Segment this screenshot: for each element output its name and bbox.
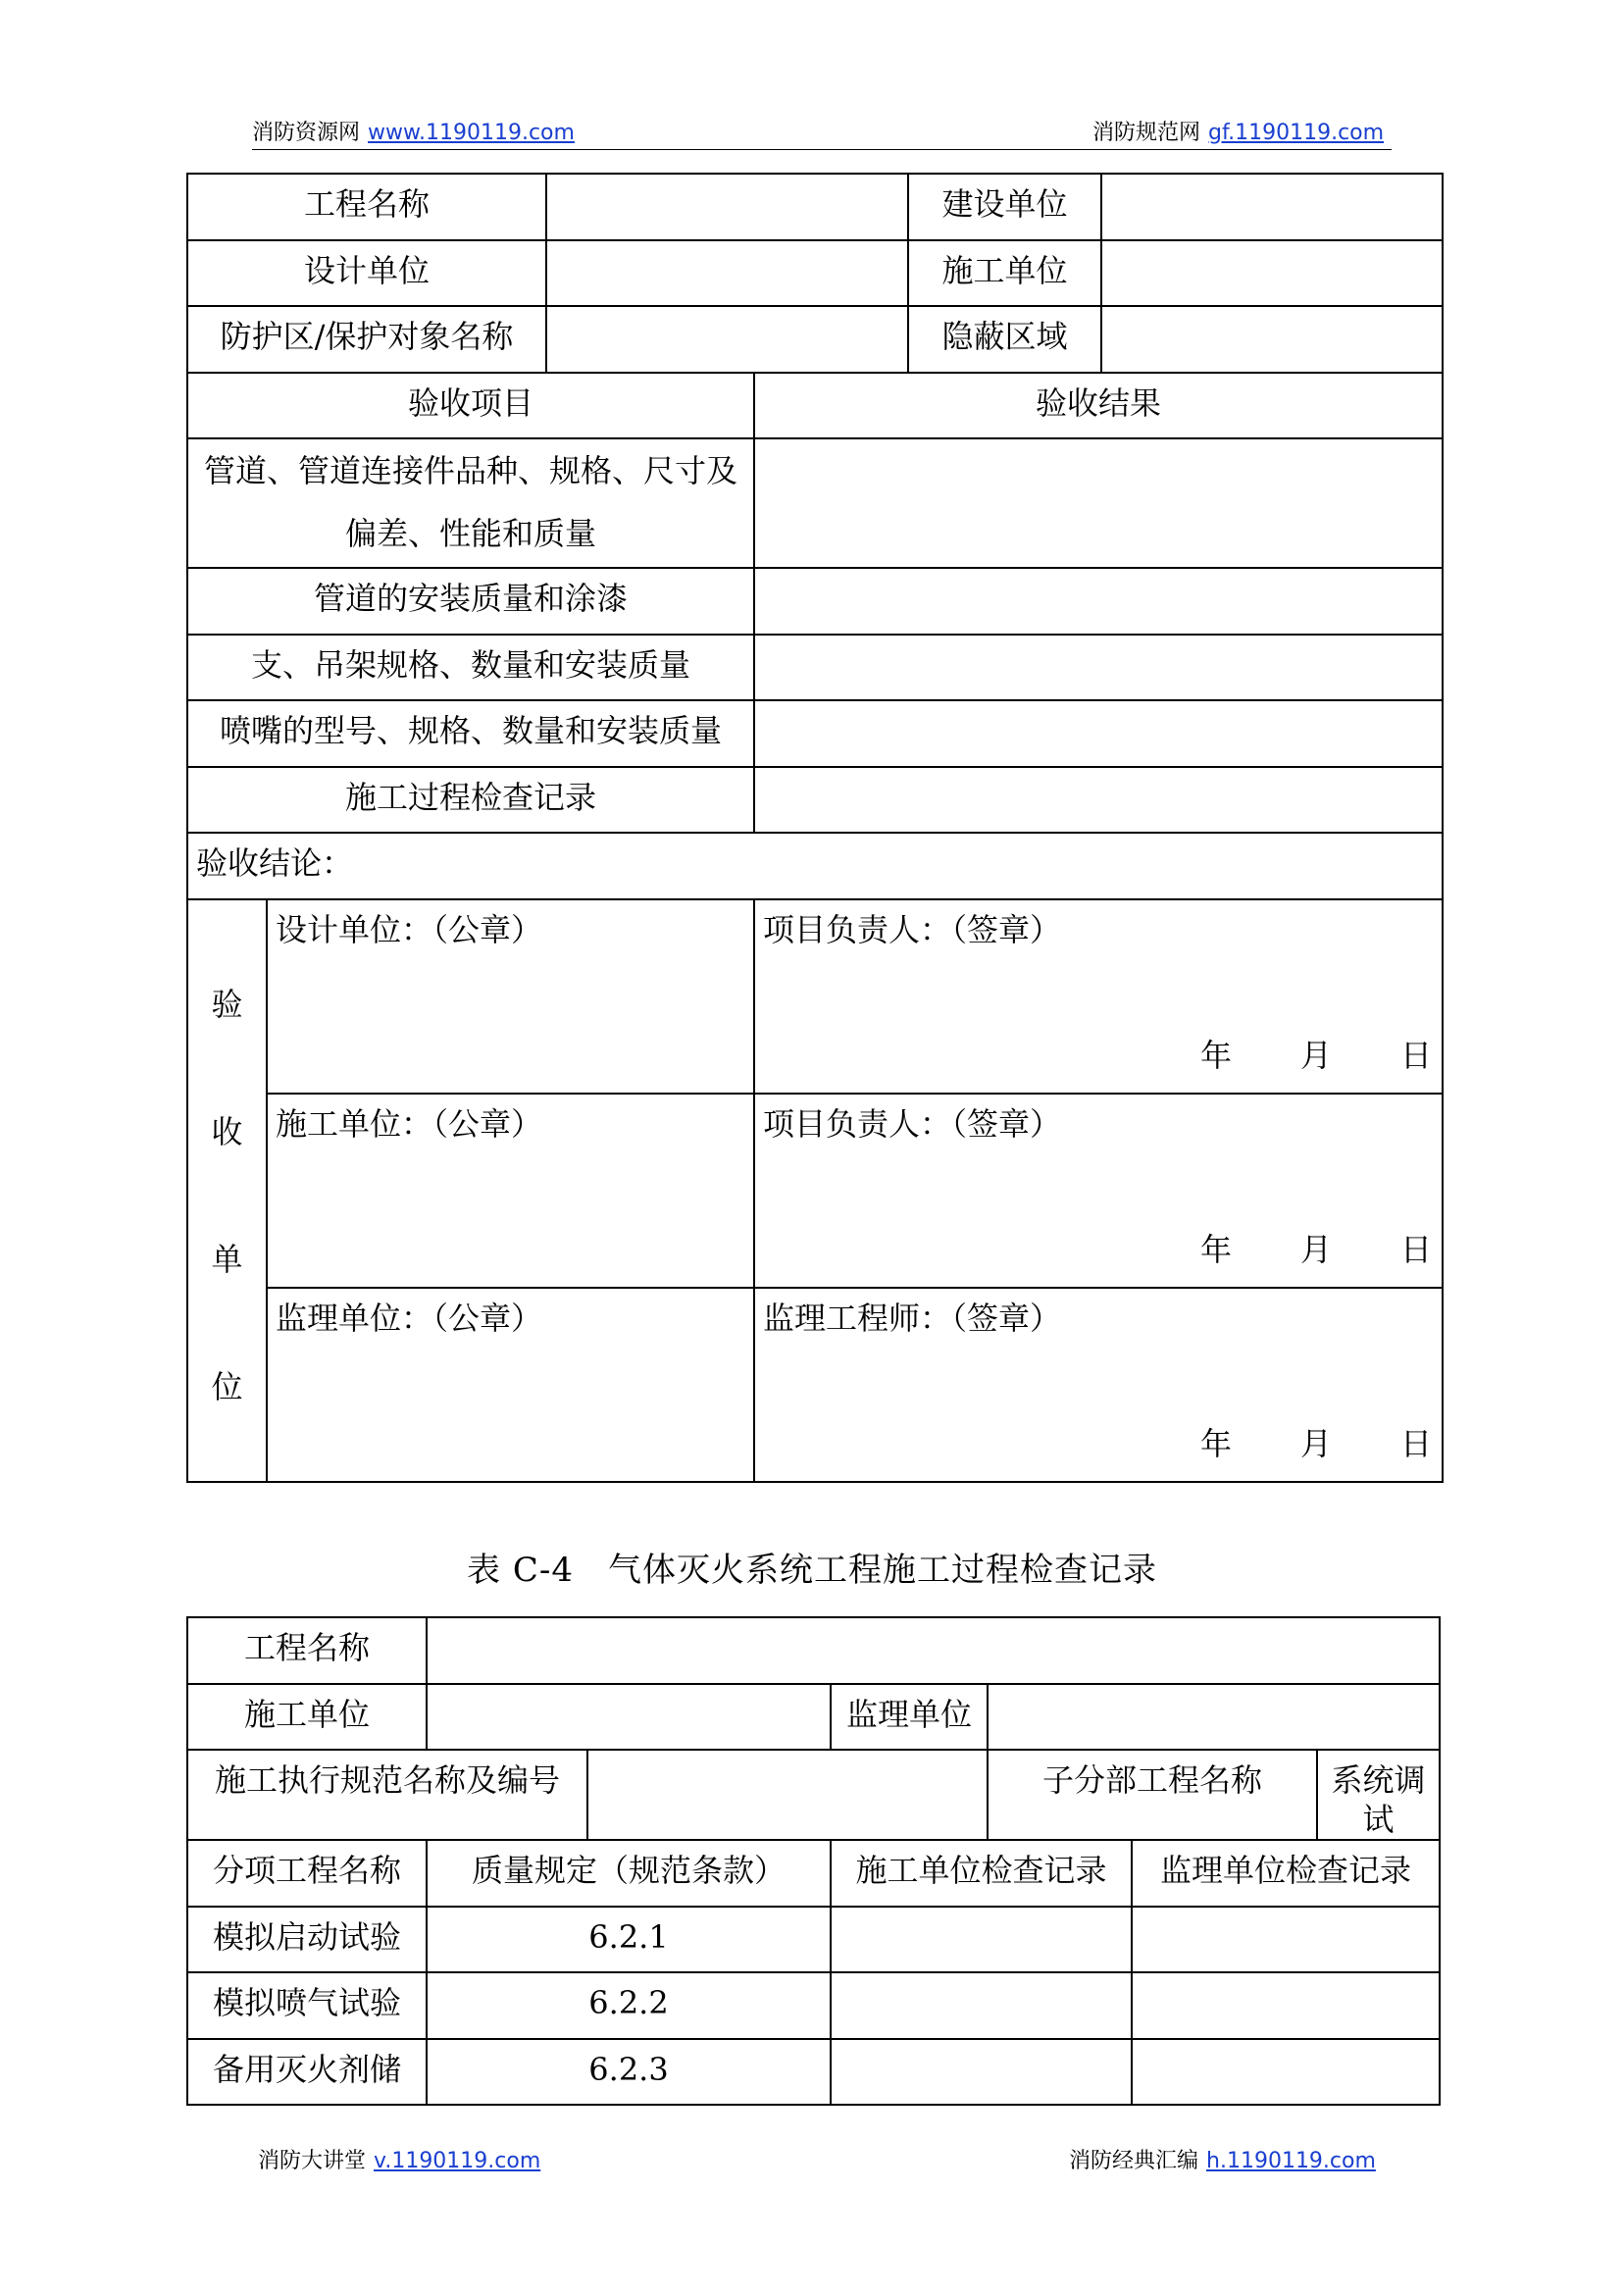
header-left-label: 消防资源网 xyxy=(252,121,361,145)
header-right-label: 消防规范网 xyxy=(1092,121,1201,145)
acceptance-result[interactable] xyxy=(754,635,1443,701)
spec-name-value[interactable] xyxy=(587,1750,988,1840)
footer-left xyxy=(258,2144,540,2174)
acceptance-item: 管道、管道连接件品种、规格、尺寸及偏差、性能和质量 xyxy=(187,438,754,568)
vertical-char: 位 xyxy=(211,1367,243,1405)
supervisor-signature[interactable] xyxy=(754,1288,1443,1482)
table-row-name: 模拟喷气试验 xyxy=(187,1972,427,2039)
acceptance-item: 喷嘴的型号、规格、数量和安装质量 xyxy=(187,700,754,767)
builder-unit-label: 施工单位 xyxy=(908,240,1101,307)
footer-left-label: 消防大讲堂 xyxy=(258,2149,367,2173)
sub-project-value: 系统调试 xyxy=(1317,1750,1440,1840)
date-year: 年 xyxy=(1199,1230,1232,1268)
construction-unit-label: 建设单位 xyxy=(908,174,1101,240)
protect-zone-value[interactable] xyxy=(546,306,908,373)
table-row-clause: 6.2.3 xyxy=(427,2039,831,2106)
header-left xyxy=(252,116,575,146)
item-header: 验收项目 xyxy=(187,373,754,439)
header-rule xyxy=(252,149,1392,150)
date-day: 日 xyxy=(1400,1424,1433,1462)
acceptance-result[interactable] xyxy=(754,700,1443,767)
design-unit-signature[interactable] xyxy=(754,899,1443,1094)
builder-unit-signature[interactable] xyxy=(754,1094,1443,1288)
table-row-supervisor-record[interactable] xyxy=(1132,2039,1440,2106)
vertical-char: 收 xyxy=(211,1112,243,1150)
acceptance-result[interactable] xyxy=(754,438,1443,568)
project-name-value[interactable] xyxy=(427,1617,1440,1684)
table-row-name: 备用灭火剂储 xyxy=(187,2039,427,2106)
builder-unit-value[interactable] xyxy=(1101,240,1443,307)
footer-left-link[interactable]: v.1190119.com xyxy=(374,2149,541,2173)
hidden-area-value[interactable] xyxy=(1101,306,1443,373)
col-header-builder-record: 施工单位检查记录 xyxy=(831,1840,1132,1907)
date-day: 日 xyxy=(1400,1036,1433,1074)
acceptance-result[interactable] xyxy=(754,767,1443,834)
vertical-char: 验 xyxy=(211,985,243,1023)
vertical-char: 单 xyxy=(211,1240,243,1278)
header-right-link[interactable]: gf.1190119.com xyxy=(1208,121,1385,145)
project-name-label: 工程名称 xyxy=(187,174,546,240)
signer-label: 项目负责人：（签章） xyxy=(763,1104,1062,1143)
table-row-clause: 6.2.2 xyxy=(427,1972,831,2039)
protect-zone-label: 防护区/保护对象名称 xyxy=(187,306,546,373)
footer-right-label: 消防经典汇编 xyxy=(1069,2149,1199,2173)
table-row-supervisor-record[interactable] xyxy=(1132,1972,1440,2039)
project-name-value[interactable] xyxy=(546,174,908,240)
table-row-supervisor-record[interactable] xyxy=(1132,1907,1440,1973)
conclusion-label: 验收结论： xyxy=(187,833,1443,899)
supervisor-unit-value[interactable] xyxy=(988,1684,1440,1751)
result-header: 验收结果 xyxy=(754,373,1443,439)
inspection-record-table xyxy=(186,1616,1441,2106)
page-header xyxy=(0,116,1624,155)
date-month: 月 xyxy=(1299,1036,1332,1074)
acceptance-table xyxy=(186,173,1444,1483)
acceptance-item: 施工过程检查记录 xyxy=(187,767,754,834)
project-name-label: 工程名称 xyxy=(187,1617,427,1684)
col-header-clause: 质量规定（规范条款） xyxy=(427,1840,831,1907)
acceptance-units-label xyxy=(187,899,267,1482)
builder-unit-value[interactable] xyxy=(427,1684,831,1751)
builder-unit-label: 施工单位 xyxy=(187,1684,427,1751)
sub-project-label: 子分部工程名称 xyxy=(988,1750,1317,1840)
supervisor-unit-label: 监理单位 xyxy=(831,1684,988,1751)
design-unit-label: 设计单位 xyxy=(187,240,546,307)
spec-name-label: 施工执行规范名称及编号 xyxy=(187,1750,587,1840)
hidden-area-label: 隐蔽区域 xyxy=(908,306,1101,373)
supervisor-unit-seal[interactable]: 监理单位：（公章） xyxy=(267,1288,754,1482)
signer-label: 监理工程师：（签章） xyxy=(763,1299,1062,1337)
date-month: 月 xyxy=(1299,1424,1332,1462)
table-row-builder-record[interactable] xyxy=(831,1907,1132,1973)
date-line xyxy=(1200,1230,1432,1269)
header-right xyxy=(1092,116,1384,146)
date-day: 日 xyxy=(1400,1230,1433,1268)
signer-label: 项目负责人：（签章） xyxy=(763,910,1062,948)
acceptance-item: 支、吊架规格、数量和安装质量 xyxy=(187,635,754,701)
date-line xyxy=(1200,1424,1432,1463)
builder-unit-seal[interactable]: 施工单位：（公章） xyxy=(267,1094,754,1288)
date-month: 月 xyxy=(1299,1230,1332,1268)
date-year: 年 xyxy=(1199,1424,1232,1462)
header-left-link[interactable]: www.1190119.com xyxy=(368,121,575,145)
col-header-item: 分项工程名称 xyxy=(187,1840,427,1907)
design-unit-seal[interactable]: 设计单位：（公章） xyxy=(267,899,754,1094)
footer-right xyxy=(1069,2144,1376,2174)
acceptance-result[interactable] xyxy=(754,568,1443,635)
page-footer xyxy=(0,2144,1624,2183)
table-row-builder-record[interactable] xyxy=(831,2039,1132,2106)
acceptance-item: 管道的安装质量和涂漆 xyxy=(187,568,754,635)
date-year: 年 xyxy=(1199,1036,1232,1074)
table-caption: 表 C-4 气体灭火系统工程施工过程检查记录 xyxy=(467,1551,1157,1590)
table-row-name: 模拟启动试验 xyxy=(187,1907,427,1973)
table-row-clause: 6.2.1 xyxy=(427,1907,831,1973)
design-unit-value[interactable] xyxy=(546,240,908,307)
col-header-supervisor-record: 监理单位检查记录 xyxy=(1132,1840,1440,1907)
footer-right-link[interactable]: h.1190119.com xyxy=(1206,2149,1376,2173)
date-line xyxy=(1200,1036,1432,1075)
construction-unit-value[interactable] xyxy=(1101,174,1443,240)
table-row-builder-record[interactable] xyxy=(831,1972,1132,2039)
